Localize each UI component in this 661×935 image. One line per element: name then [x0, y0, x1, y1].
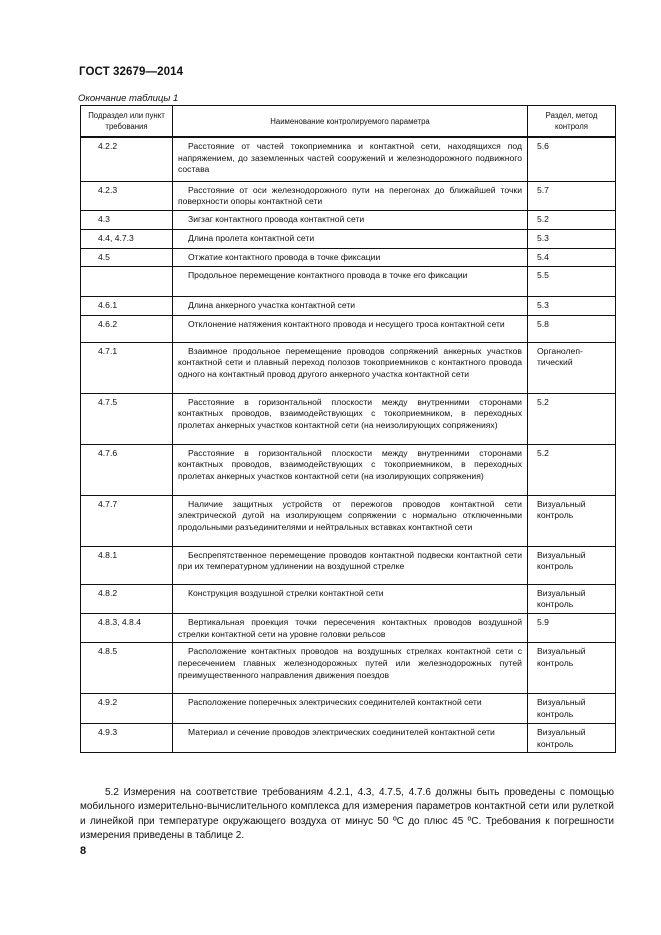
section-cell: 4.9.3 — [81, 723, 173, 752]
method-cell: Визуальный контроль — [528, 694, 616, 723]
method-cell: 5.7 — [528, 181, 616, 210]
table-row — [81, 444, 616, 495]
parameter-cell: Вертикальная проекция точки пересечения контактных проводов воздушной стрелки контактной сети на уровне головки рельсов — [173, 614, 528, 643]
parameter-cell: Отклонение натяжения контактного провода и несущего троса контактной сети — [173, 315, 528, 342]
method-cell: 5.8 — [528, 315, 616, 342]
parameter-cell: Длина пролета контактной сети — [173, 229, 528, 248]
table-header-row — [81, 106, 616, 138]
parameter-cell: Зигзаг контактного провода контактной сети — [173, 210, 528, 229]
parameter-cell: Взаимное продольное перемещение проводов сопряжений анкерных участков контактной сети и плавный переход полозов токоприемников с контактного провода одного на контактный провод другого анкерного участка контактной сети — [173, 342, 528, 393]
parameter-cell: Наличие защитных устройств от пережогов проводов контактной сети электрической дугой на изолирующем сопряжении с нормально отключенными продольными разъединителями и нейтральных вставках контактной сети — [173, 495, 528, 546]
section-cell: 4.5 — [81, 248, 173, 266]
section-cell: 4.2.3 — [81, 181, 173, 210]
parameter-cell: Расстояние в горизонтальной плоскости между внутренними сторонами контактных проводов, взаимодействующих с токоприемником, в переходных пролетах анкерных участков контактной сети (на изолирующих сопряжения) — [173, 444, 528, 495]
table-row — [81, 296, 616, 315]
parameter-cell: Беспрепятственное перемещение проводов контактной подвески контактной сети при их температурном удлинении на воздушной стрелке — [173, 546, 528, 584]
method-cell: Визуальный контроль — [528, 495, 616, 546]
table-row — [81, 723, 616, 752]
table-row — [81, 266, 616, 296]
column-header-method: Раздел, метод контроля — [528, 106, 616, 138]
parameter-cell: Расстояние в горизонтальной плоскости между внутренними сторонами контактных проводов, взаимодействующих с токоприемником, в переходных пролетах анкерных участков контактной сети (на неизолирующих сопряжениях) — [173, 393, 528, 444]
parameter-cell: Материал и сечение проводов электрических соединителей контактной сети — [173, 723, 528, 752]
method-cell: Визуальный контроль — [528, 584, 616, 613]
table-row — [81, 229, 616, 248]
column-header-section: Подраздел или пункт требования — [81, 106, 173, 138]
table-row — [81, 614, 616, 643]
table-row — [81, 643, 616, 694]
section-cell: 4.8.3, 4.8.4 — [81, 614, 173, 643]
table-row — [81, 694, 616, 723]
parameter-cell: Конструкция воздушной стрелки контактной сети — [173, 584, 528, 613]
section-cell: 4.7.7 — [81, 495, 173, 546]
section-cell: 4.3 — [81, 210, 173, 229]
section-5-2-paragraph: 5.2 Измерения на соответствие требованиям 4.2.1, 4.3, 4.7.5, 4.7.6 должны быть проведены с помощью мобильного измерительно-вычислительного комплекса для измерения параметров контактной сети или рулеткой и линейкой при температуре окружающего воздуха от минус 50 ºС до плюс 45 ºС. Требования к погрешности измерения приведены в таблице 2. — [80, 787, 614, 841]
table-row — [81, 393, 616, 444]
method-cell: Визуальный контроль — [528, 546, 616, 584]
method-cell: 5.2 — [528, 210, 616, 229]
method-cell: Визуальный контроль — [528, 643, 616, 694]
method-cell: Органолеп-тический — [528, 342, 616, 393]
section-cell: 4.6.2 — [81, 315, 173, 342]
section-cell: 4.4, 4.7.3 — [81, 229, 173, 248]
section-cell: 4.2.2 — [81, 137, 173, 181]
table-row — [81, 248, 616, 266]
table-row — [81, 210, 616, 229]
column-header-parameter: Наименование контролируемого параметра — [173, 106, 528, 138]
section-cell: 4.8.2 — [81, 584, 173, 613]
table-row — [81, 584, 616, 613]
method-cell: Визуальный контроль — [528, 723, 616, 752]
method-cell: 5.9 — [528, 614, 616, 643]
section-cell: 4.7.1 — [81, 342, 173, 393]
table-row — [81, 315, 616, 342]
method-cell: 5.3 — [528, 296, 616, 315]
section-cell: 4.9.2 — [81, 694, 173, 723]
section-cell — [81, 266, 173, 296]
section-cell: 4.7.6 — [81, 444, 173, 495]
table-row — [81, 546, 616, 584]
method-cell: 5.2 — [528, 393, 616, 444]
parameters-table — [80, 105, 616, 753]
document-header: ГОСТ 32679—2014 — [79, 66, 184, 78]
table-caption: Окончание таблицы 1 — [78, 93, 179, 104]
parameter-cell: Расположение контактных проводов на воздушных стрелках контактной сети с пересечением главных железнодорожных путей или железнодорожных путей преимущественного направления движения поездов — [173, 643, 528, 694]
parameter-cell: Расположение поперечных электрических соединителей контактной сети — [173, 694, 528, 723]
method-cell: 5.5 — [528, 266, 616, 296]
section-cell: 4.6.1 — [81, 296, 173, 315]
section-cell: 4.7.5 — [81, 393, 173, 444]
section-cell: 4.8.1 — [81, 546, 173, 584]
page-number: 8 — [80, 845, 87, 857]
table-row — [81, 181, 616, 210]
table-row — [81, 342, 616, 393]
table-body — [81, 137, 616, 753]
parameter-cell: Отжатие контактного провода в точке фиксации — [173, 248, 528, 266]
method-cell: 5.3 — [528, 229, 616, 248]
parameter-cell: Расстояние от частей токоприемника и контактной сети, находящихся под напряжением, до заземленных частей сооружений и железнодорожного подвижного состава — [173, 137, 528, 181]
method-cell: 5.4 — [528, 248, 616, 266]
method-cell: 5.6 — [528, 137, 616, 181]
parameter-cell: Продольное перемещение контактного провода в точке его фиксации — [173, 266, 528, 296]
parameter-cell: Расстояние от оси железнодорожного пути на перегонах до ближайшей точки поверхности опоры контактной сети — [173, 181, 528, 210]
parameter-cell: Длина анкерного участка контактной сети — [173, 296, 528, 315]
section-cell: 4.8.5 — [81, 643, 173, 694]
table-row — [81, 495, 616, 546]
table-row — [81, 137, 616, 181]
method-cell: 5.2 — [528, 444, 616, 495]
